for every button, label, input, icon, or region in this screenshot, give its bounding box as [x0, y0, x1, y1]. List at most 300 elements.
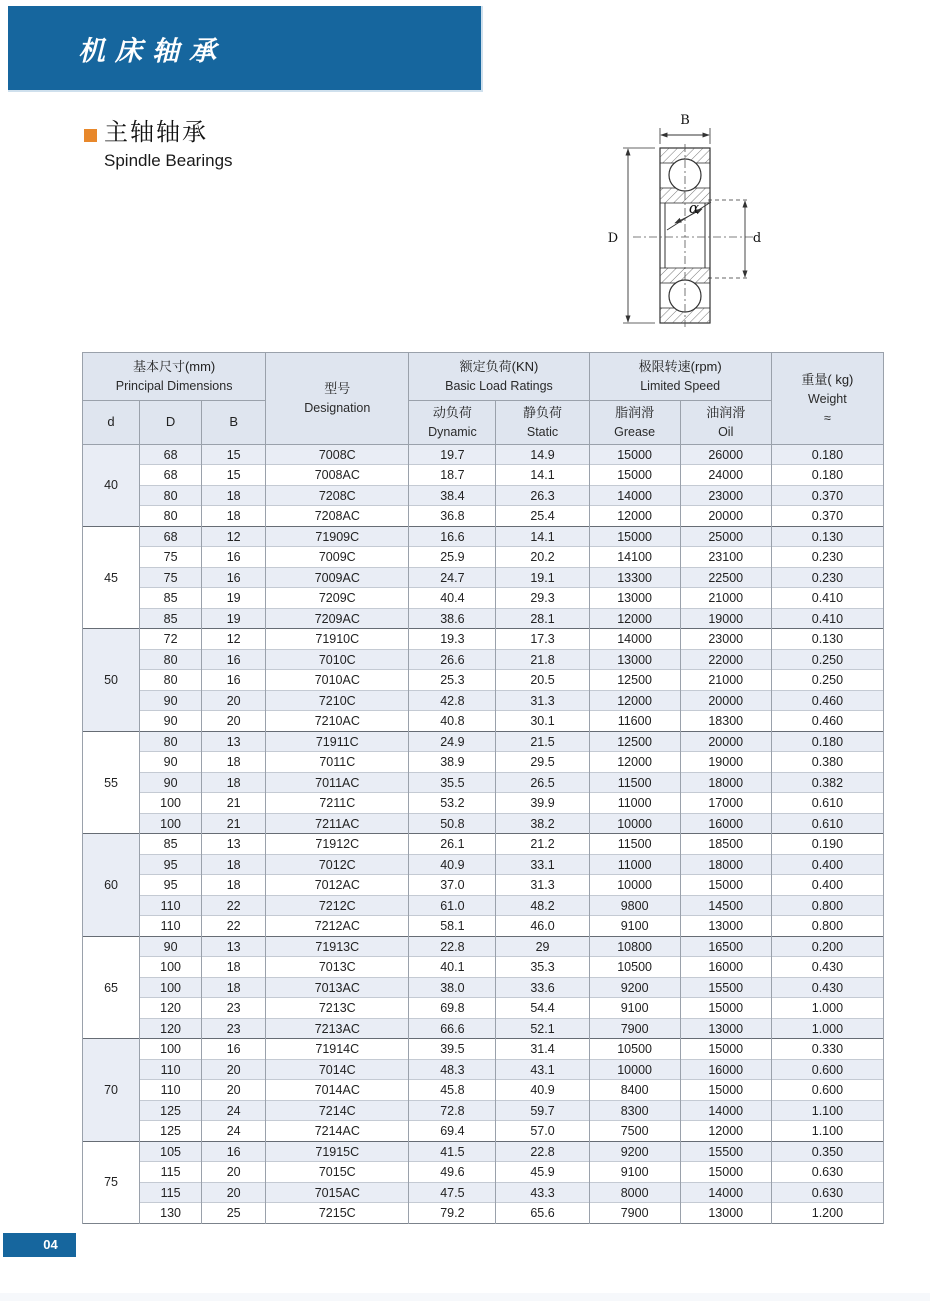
bearing-spec-table: [82, 352, 884, 1224]
table-cell: 71911C: [266, 731, 409, 752]
table-row: [83, 1141, 884, 1162]
table-cell: 13300: [589, 567, 680, 588]
table-cell: 9100: [589, 916, 680, 937]
table-cell: 53.2: [409, 793, 496, 814]
table-cell: 90: [140, 711, 202, 732]
table-cell: 71912C: [266, 834, 409, 855]
header-dynamic: 动负荷 Dynamic: [409, 401, 496, 445]
header-col-d: d: [83, 401, 140, 445]
table-row: [83, 916, 884, 937]
table-cell: 85: [140, 834, 202, 855]
table-cell: 12000: [589, 608, 680, 629]
table-cell: 14100: [589, 547, 680, 568]
table-cell: 80: [140, 731, 202, 752]
table-cell: 26.5: [496, 772, 589, 793]
table-cell: 0.610: [771, 793, 883, 814]
table-cell: 9800: [589, 895, 680, 916]
table-cell: 16.6: [409, 526, 496, 547]
table-cell: 0.250: [771, 670, 883, 691]
table-cell: 20: [202, 1080, 266, 1101]
chapter-title: 机床轴承: [78, 35, 226, 66]
table-cell: 7009AC: [266, 567, 409, 588]
table-cell: 0.630: [771, 1182, 883, 1203]
table-cell: 47.5: [409, 1182, 496, 1203]
table-cell: 16000: [680, 957, 771, 978]
table-cell: 15000: [680, 1162, 771, 1183]
table-cell: 15500: [680, 977, 771, 998]
table-cell: 48.3: [409, 1059, 496, 1080]
table-cell: 7214C: [266, 1100, 409, 1121]
table-cell: 16: [202, 1039, 266, 1060]
table-cell: 16: [202, 1141, 266, 1162]
bore-diameter-group-cell: 55: [83, 731, 140, 834]
table-row: [83, 1182, 884, 1203]
table-cell: 16000: [680, 1059, 771, 1080]
header-load-ratings: [409, 353, 589, 401]
table-row: [83, 629, 884, 650]
table-cell: 65.6: [496, 1203, 589, 1224]
table-cell: 31.3: [496, 690, 589, 711]
table-cell: 95: [140, 854, 202, 875]
table-row: [83, 465, 884, 486]
table-cell: 7008AC: [266, 465, 409, 486]
table-cell: 110: [140, 1059, 202, 1080]
bearing-cross-section-diagram: [605, 110, 770, 350]
table-cell: 18: [202, 875, 266, 896]
table-cell: 21.2: [496, 834, 589, 855]
table-cell: 9200: [589, 977, 680, 998]
table-row: [83, 1018, 884, 1039]
table-cell: 57.0: [496, 1121, 589, 1142]
table-cell: 28.1: [496, 608, 589, 629]
table-row: [83, 444, 884, 465]
table-cell: 0.230: [771, 547, 883, 568]
table-cell: 7014C: [266, 1059, 409, 1080]
table-cell: 18300: [680, 711, 771, 732]
table-cell: 17.3: [496, 629, 589, 650]
header-speed-zh: 极限转速(rpm): [638, 359, 722, 375]
table-cell: 14.1: [496, 526, 589, 547]
table-cell: 125: [140, 1121, 202, 1142]
table-cell: 69.8: [409, 998, 496, 1019]
table-cell: 100: [140, 793, 202, 814]
table-cell: 18000: [680, 854, 771, 875]
table-cell: 7213C: [266, 998, 409, 1019]
table-cell: 31.3: [496, 875, 589, 896]
table-cell: 7212C: [266, 895, 409, 916]
table-cell: 7008C: [266, 444, 409, 465]
table-cell: 14.1: [496, 465, 589, 486]
table-cell: 1.200: [771, 1203, 883, 1224]
table-cell: 33.1: [496, 854, 589, 875]
table-cell: 0.230: [771, 567, 883, 588]
table-cell: 7209AC: [266, 608, 409, 629]
table-row: [83, 772, 884, 793]
header-speed-en: Limited Speed: [640, 379, 721, 394]
table-cell: 7011C: [266, 752, 409, 773]
table-cell: 25.4: [496, 506, 589, 527]
table-cell: 115: [140, 1162, 202, 1183]
table-cell: 20.5: [496, 670, 589, 691]
table-cell: 40.8: [409, 711, 496, 732]
table-cell: 7012AC: [266, 875, 409, 896]
table-row: [83, 731, 884, 752]
table-cell: 18: [202, 977, 266, 998]
table-cell: 15000: [589, 526, 680, 547]
table-cell: 18: [202, 772, 266, 793]
table-cell: 110: [140, 1080, 202, 1101]
table-row: [83, 977, 884, 998]
table-cell: 90: [140, 752, 202, 773]
table-row: [83, 588, 884, 609]
table-cell: 0.400: [771, 875, 883, 896]
table-cell: 72.8: [409, 1100, 496, 1121]
table-cell: 80: [140, 649, 202, 670]
header-weight: [771, 353, 883, 445]
table-cell: 43.3: [496, 1182, 589, 1203]
table-cell: 38.6: [409, 608, 496, 629]
table-cell: 16500: [680, 936, 771, 957]
header-principal-en: Principal Dimensions: [115, 379, 233, 394]
table-cell: 12: [202, 526, 266, 547]
table-cell: 120: [140, 1018, 202, 1039]
diagram-label-D: D: [607, 231, 619, 246]
table-cell: 71915C: [266, 1141, 409, 1162]
table-row: [83, 813, 884, 834]
table-cell: 39.5: [409, 1039, 496, 1060]
table-cell: 71914C: [266, 1039, 409, 1060]
table-row: [83, 690, 884, 711]
table-cell: 80: [140, 485, 202, 506]
table-cell: 19.7: [409, 444, 496, 465]
table-cell: 16: [202, 547, 266, 568]
table-row: [83, 608, 884, 629]
table-cell: 0.630: [771, 1162, 883, 1183]
table-cell: 13000: [589, 649, 680, 670]
table-cell: 21000: [680, 670, 771, 691]
table-cell: 20000: [680, 731, 771, 752]
table-cell: 20: [202, 1059, 266, 1080]
table-cell: 0.430: [771, 977, 883, 998]
table-cell: 10500: [589, 1039, 680, 1060]
table-cell: 85: [140, 608, 202, 629]
table-cell: 0.610: [771, 813, 883, 834]
table-cell: 7210C: [266, 690, 409, 711]
table-cell: 25.9: [409, 547, 496, 568]
table-cell: 100: [140, 957, 202, 978]
table-cell: 21.5: [496, 731, 589, 752]
table-cell: 100: [140, 977, 202, 998]
header-designation-zh: 型号: [324, 381, 351, 396]
table-cell: 15000: [680, 998, 771, 1019]
table-row: [83, 793, 884, 814]
table-cell: 125: [140, 1100, 202, 1121]
table-cell: 25: [202, 1203, 266, 1224]
bore-diameter-group-cell: 50: [83, 629, 140, 732]
table-cell: 43.1: [496, 1059, 589, 1080]
table-cell: 9200: [589, 1141, 680, 1162]
table-cell: 12000: [680, 1121, 771, 1142]
table-cell: 20: [202, 1182, 266, 1203]
table-cell: 24: [202, 1121, 266, 1142]
section-bullet-icon: [84, 129, 97, 142]
page-number-badge: 04: [3, 1233, 76, 1257]
table-cell: 7210AC: [266, 711, 409, 732]
table-cell: 18: [202, 506, 266, 527]
table-row: [83, 649, 884, 670]
table-cell: 13: [202, 834, 266, 855]
table-cell: 15500: [680, 1141, 771, 1162]
table-cell: 75: [140, 547, 202, 568]
table-cell: 1.000: [771, 998, 883, 1019]
table-cell: 90: [140, 772, 202, 793]
table-cell: 7214AC: [266, 1121, 409, 1142]
table-cell: 105: [140, 1141, 202, 1162]
table-row: [83, 875, 884, 896]
header-col-B: B: [202, 401, 266, 445]
table-cell: 0.410: [771, 588, 883, 609]
table-cell: 45.9: [496, 1162, 589, 1183]
table-cell: 16: [202, 567, 266, 588]
table-cell: 29.3: [496, 588, 589, 609]
header-limited-speed: [589, 353, 771, 401]
table-cell: 7015C: [266, 1162, 409, 1183]
table-cell: 68: [140, 465, 202, 486]
bore-diameter-group-cell: 70: [83, 1039, 140, 1142]
table-cell: 12000: [589, 690, 680, 711]
table-cell: 21.8: [496, 649, 589, 670]
table-cell: 18: [202, 485, 266, 506]
table-cell: 22.8: [409, 936, 496, 957]
table-cell: 7208C: [266, 485, 409, 506]
table-cell: 35.5: [409, 772, 496, 793]
table-cell: 16000: [680, 813, 771, 834]
table-cell: 22000: [680, 649, 771, 670]
table-row: [83, 1162, 884, 1183]
table-row: [83, 1059, 884, 1080]
table-cell: 13000: [680, 1018, 771, 1039]
table-cell: 15: [202, 444, 266, 465]
table-cell: 11600: [589, 711, 680, 732]
table-row: [83, 670, 884, 691]
table-cell: 14000: [589, 485, 680, 506]
table-cell: 10800: [589, 936, 680, 957]
table-cell: 0.410: [771, 608, 883, 629]
table-cell: 85: [140, 588, 202, 609]
table-cell: 0.600: [771, 1059, 883, 1080]
table-cell: 24.9: [409, 731, 496, 752]
table-cell: 12000: [589, 506, 680, 527]
table-cell: 7211C: [266, 793, 409, 814]
table-cell: 11000: [589, 793, 680, 814]
table-cell: 0.800: [771, 916, 883, 937]
table-cell: 40.9: [496, 1080, 589, 1101]
table-cell: 0.130: [771, 629, 883, 650]
table-cell: 7012C: [266, 854, 409, 875]
header-principal-dimensions: [83, 353, 266, 401]
table-cell: 21: [202, 813, 266, 834]
table-cell: 15000: [589, 444, 680, 465]
table-cell: 71909C: [266, 526, 409, 547]
table-cell: 0.190: [771, 834, 883, 855]
table-cell: 46.0: [496, 916, 589, 937]
table-cell: 26.3: [496, 485, 589, 506]
table-cell: 110: [140, 916, 202, 937]
table-cell: 0.130: [771, 526, 883, 547]
table-cell: 41.5: [409, 1141, 496, 1162]
table-cell: 59.7: [496, 1100, 589, 1121]
table-cell: 19: [202, 588, 266, 609]
table-cell: 10000: [589, 875, 680, 896]
bore-diameter-group-cell: 75: [83, 1141, 140, 1223]
table-cell: 7009C: [266, 547, 409, 568]
table-cell: 0.330: [771, 1039, 883, 1060]
table-cell: 37.0: [409, 875, 496, 896]
table-cell: 0.400: [771, 854, 883, 875]
table-cell: 0.430: [771, 957, 883, 978]
table-cell: 7013AC: [266, 977, 409, 998]
table-cell: 22: [202, 895, 266, 916]
table-cell: 11000: [589, 854, 680, 875]
table-cell: 12500: [589, 670, 680, 691]
table-row: [83, 998, 884, 1019]
table-cell: 10000: [589, 813, 680, 834]
table-cell: 20000: [680, 690, 771, 711]
table-cell: 7010C: [266, 649, 409, 670]
table-cell: 26000: [680, 444, 771, 465]
diagram-label-B: B: [680, 113, 690, 128]
table-cell: 7213AC: [266, 1018, 409, 1039]
table-row: [83, 1080, 884, 1101]
table-cell: 19.3: [409, 629, 496, 650]
table-cell: 130: [140, 1203, 202, 1224]
table-cell: 26.6: [409, 649, 496, 670]
table-cell: 20: [202, 1162, 266, 1183]
table-cell: 15000: [680, 1039, 771, 1060]
table-row: [83, 957, 884, 978]
header-col-D: D: [140, 401, 202, 445]
header-grease: 脂润滑 Grease: [589, 401, 680, 445]
table-cell: 20: [202, 711, 266, 732]
table-cell: 7209C: [266, 588, 409, 609]
diagram-label-alpha: α: [688, 199, 700, 217]
table-cell: 69.4: [409, 1121, 496, 1142]
table-cell: 18500: [680, 834, 771, 855]
table-cell: 71913C: [266, 936, 409, 957]
table-cell: 19.1: [496, 567, 589, 588]
table-cell: 14000: [589, 629, 680, 650]
table-cell: 7015AC: [266, 1182, 409, 1203]
table-cell: 17000: [680, 793, 771, 814]
table-cell: 24000: [680, 465, 771, 486]
table-cell: 71910C: [266, 629, 409, 650]
table-cell: 7208AC: [266, 506, 409, 527]
table-cell: 18: [202, 752, 266, 773]
table-cell: 7014AC: [266, 1080, 409, 1101]
diagram-label-d: d: [752, 231, 762, 246]
table-cell: 7215C: [266, 1203, 409, 1224]
table-row: [83, 711, 884, 732]
table-cell: 68: [140, 444, 202, 465]
chapter-banner: [8, 6, 483, 92]
table-cell: 19000: [680, 608, 771, 629]
table-cell: 0.180: [771, 465, 883, 486]
table-cell: 31.4: [496, 1039, 589, 1060]
table-cell: 20.2: [496, 547, 589, 568]
header-weight-zh: 重量( kg): [801, 371, 854, 387]
table-cell: 15000: [680, 875, 771, 896]
table-cell: 23: [202, 998, 266, 1019]
table-cell: 0.370: [771, 485, 883, 506]
table-cell: 13: [202, 936, 266, 957]
table-cell: 1.100: [771, 1121, 883, 1142]
table-cell: 40.1: [409, 957, 496, 978]
table-cell: 9100: [589, 1162, 680, 1183]
table-cell: 9100: [589, 998, 680, 1019]
table-row: [83, 485, 884, 506]
table-cell: 0.250: [771, 649, 883, 670]
table-cell: 48.2: [496, 895, 589, 916]
table-cell: 75: [140, 567, 202, 588]
table-cell: 45.8: [409, 1080, 496, 1101]
table-cell: 0.180: [771, 444, 883, 465]
table-row: [83, 1203, 884, 1224]
table-cell: 10500: [589, 957, 680, 978]
table-cell: 15: [202, 465, 266, 486]
table-cell: 7211AC: [266, 813, 409, 834]
table-cell: 52.1: [496, 1018, 589, 1039]
table-cell: 8000: [589, 1182, 680, 1203]
table-row: [83, 526, 884, 547]
table-row: [83, 1100, 884, 1121]
table-cell: 19000: [680, 752, 771, 773]
table-cell: 36.8: [409, 506, 496, 527]
table-cell: 16: [202, 670, 266, 691]
table-cell: 1.000: [771, 1018, 883, 1039]
table-cell: 20: [202, 690, 266, 711]
table-cell: 18.7: [409, 465, 496, 486]
table-cell: 14.9: [496, 444, 589, 465]
table-cell: 40.4: [409, 588, 496, 609]
table-cell: 42.8: [409, 690, 496, 711]
table-cell: 0.600: [771, 1080, 883, 1101]
table-cell: 20000: [680, 506, 771, 527]
table-cell: 8400: [589, 1080, 680, 1101]
table-cell: 12: [202, 629, 266, 650]
table-cell: 22: [202, 916, 266, 937]
table-cell: 95: [140, 875, 202, 896]
table-cell: 18000: [680, 772, 771, 793]
table-cell: 12000: [589, 752, 680, 773]
table-cell: 12500: [589, 731, 680, 752]
table-cell: 11500: [589, 772, 680, 793]
header-weight-approx: ≈: [823, 410, 831, 425]
header-load-en: Basic Load Ratings: [445, 379, 553, 394]
table-cell: 25000: [680, 526, 771, 547]
table-cell: 115: [140, 1182, 202, 1203]
table-row: [83, 895, 884, 916]
table-cell: 7500: [589, 1121, 680, 1142]
section-title-en: Spindle Bearings: [104, 151, 233, 170]
table-cell: 22.8: [496, 1141, 589, 1162]
table-row: [83, 1039, 884, 1060]
table-cell: 13000: [589, 588, 680, 609]
table-cell: 13000: [680, 916, 771, 937]
table-cell: 10000: [589, 1059, 680, 1080]
table-cell: 0.380: [771, 752, 883, 773]
table-cell: 0.350: [771, 1141, 883, 1162]
header-load-zh: 额定负荷(KN): [459, 359, 539, 375]
